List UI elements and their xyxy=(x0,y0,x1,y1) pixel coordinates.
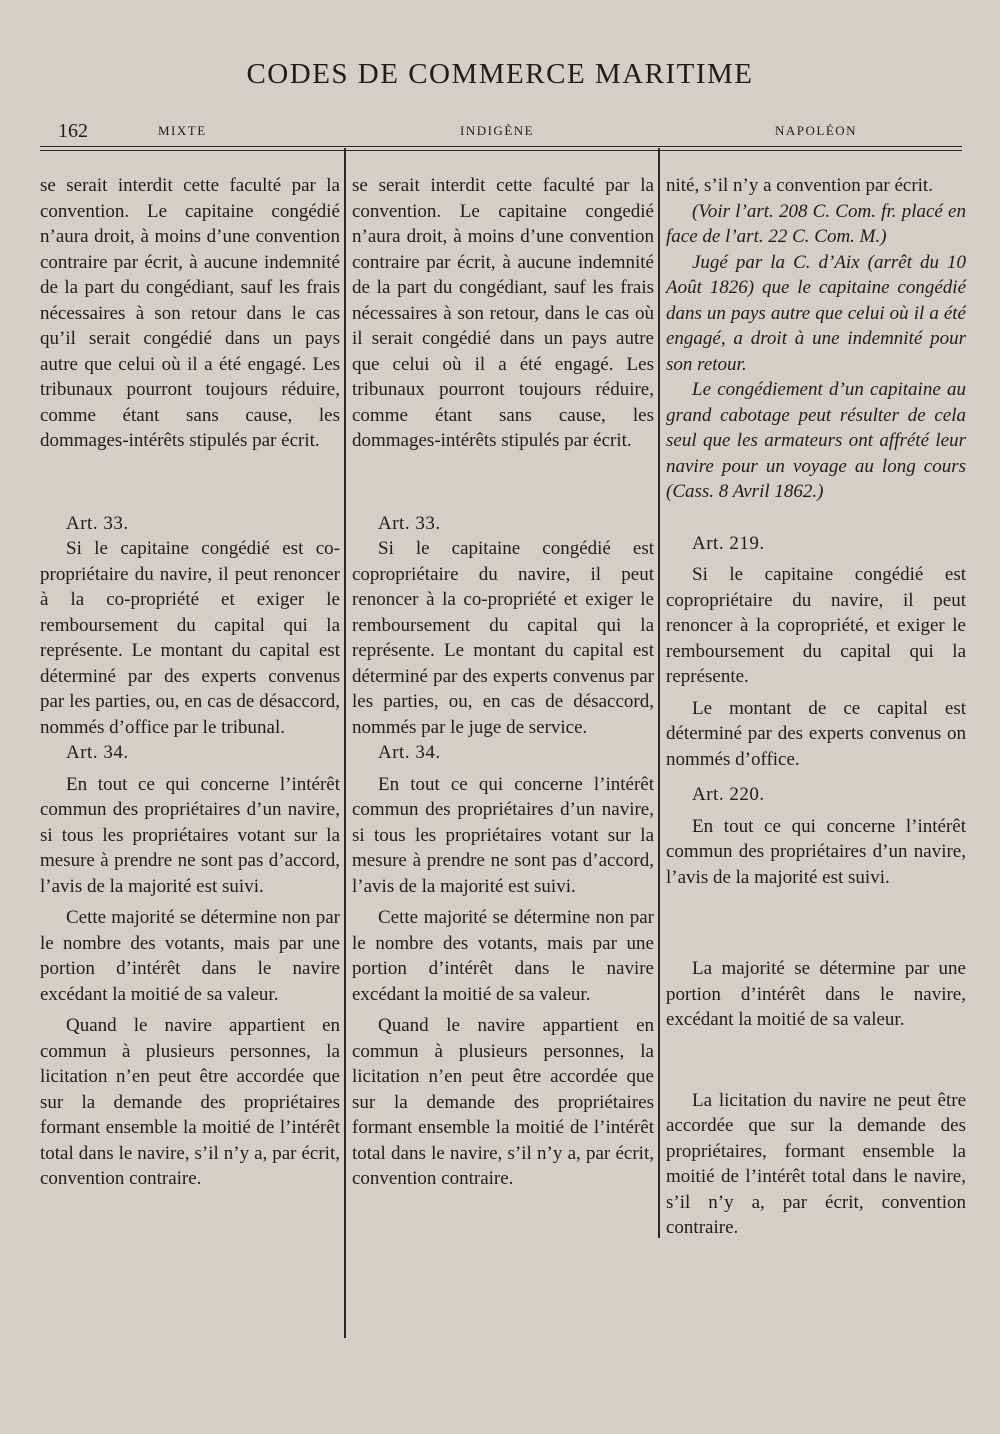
indigene-article-34-paragraph-1: En tout ce qui concerne l’intérêt commun des propriétaires d’un navire, si tous les propriétaires votant sur la mesure à prendre ne sont pas d’accord, l’avis de la majorité est suivi. xyxy=(352,773,654,897)
mixte-article-33-text: Si le capitaine congédié est co-propriétaire du navire, il peut renoncer à la co-propriété et exiger le remboursement du capital qui la représente. Le montant du capital est déterminé par des experts convenus par les parties, ou, en cas de désaccord, nommés d’office par le tribunal. xyxy=(40,538,340,738)
header-rule-top xyxy=(40,146,962,147)
column-divider-right xyxy=(658,148,660,1238)
napoleon-article-219-heading: Art. 219. xyxy=(692,532,765,554)
indigene-article-34-heading: Art. 34. xyxy=(378,742,441,763)
column-divider-left xyxy=(344,148,346,1338)
column-heading-mixte: MIXTE xyxy=(158,123,207,138)
mixte-article-34-paragraph-2: Cette majorité se détermine non par le nombre des votants, mais par une portion d’intérêt dans le navire excédant la moitié de sa valeur. xyxy=(40,907,340,1005)
indigene-article-34-paragraph-2: Cette majorité se détermine non par le nombre des votants, mais par une portion d’intérêt dans le navire excédant la moitié de sa valeur. xyxy=(352,907,654,1005)
indigene-article-33-text: Si le capitaine congédié est copropriétaire du navire, il peut renoncer à la co-propriété et exiger le remboursement du capital qui la représente. Le montant du capital est déterminé par des experts convenus par les parties, ou, en cas de désaccord, nommés par le juge de service. xyxy=(352,538,654,738)
indigene-article-34-paragraph-3: Quand le navire appartient en commun à plusieurs personnes, la licitation n’en peut être accordée que sur la demande des propriétaires formant ensemble la moitié de l’intérêt total dans le navire, s’il n’y a, par écrit, convention contraire. xyxy=(352,1015,654,1189)
column-napoleon xyxy=(666,173,966,1241)
column-indigene xyxy=(352,173,654,1192)
mixte-intro-paragraph: se serait interdit cette faculté par la convention. Le capitaine congédié n’aura droit, à moins d’une convention contraire par écrit, à aucune indemnité de la part du congédiant, sauf les frais nécessaires à son retour dans le cas qu’il serait congédié dans un pays autre que celui où il a été engagé. Les tribunaux pourront toujours réduire, comme étant sans cause, les dommages-intérêts stipulés par écrit. xyxy=(40,175,340,451)
napoleon-note-cassation-ruling: Le congédiement d’un capitaine au grand cabotage peut résulter de cela seul que les armateurs ont affrété leur navire pour un voyage au long cours (Cass. 8 Avril 1862.) xyxy=(666,379,966,502)
column-heading-indigene: INDIGÈNE xyxy=(460,123,535,138)
page-number: 162 xyxy=(58,120,88,142)
indigene-article-33-heading: Art. 33. xyxy=(378,512,441,534)
napoleon-intro-paragraph: nité, s’il n’y a convention par écrit. xyxy=(666,175,933,196)
napoleon-note-reference: (Voir l’art. 208 C. Com. fr. placé en face de l’art. 22 C. Com. M.) xyxy=(666,200,966,247)
mixte-article-33-heading: Art. 33. xyxy=(66,512,129,534)
napoleon-article-219-paragraph-2: Le montant de ce capital est déterminé par des experts convenus on nommés d’office. xyxy=(666,697,966,770)
mixte-article-34-heading: Art. 34. xyxy=(66,742,129,763)
column-heading-napoleon: NAPOLÉON xyxy=(775,123,858,138)
header-rule-bottom xyxy=(40,150,962,151)
napoleon-article-219-paragraph-1: Si le capitaine congédié est copropriétaire du navire, il peut renoncer à la copropriété, et exiger le remboursement du capital qui la représente. xyxy=(666,564,966,687)
column-mixte xyxy=(40,173,340,1192)
napoleon-article-220-heading: Art. 220. xyxy=(692,784,765,805)
napoleon-note-aix-ruling: Jugé par la C. d’Aix (arrêt du 10 Août 1826) que le capitaine congédié dans un pays autre que celui où il a été engagé, a droit à une indemnité pour son retour. xyxy=(666,251,966,375)
napoleon-article-220-paragraph-1: En tout ce qui concerne l’intérêt commun des propriétaires d’un navire, l’avis de la majorité est suivi. xyxy=(666,815,966,888)
mixte-article-34-paragraph-3: Quand le navire appartient en commun à plusieurs personnes, la licitation n’en peut être accordée que sur la demande des propriétaires formant ensemble la moitié de l’intérêt total dans le navire, s’il n’y a, par écrit, convention contraire. xyxy=(40,1015,340,1189)
mixte-article-34-paragraph-1: En tout ce qui concerne l’intérêt commun des propriétaires d’un navire, si tous les propriétaires votant sur la mesure à prendre ne sont pas d’accord, l’avis de la majorité est suivi. xyxy=(40,773,340,897)
page-header xyxy=(40,120,965,144)
napoleon-article-220-paragraph-2: La majorité se détermine par une portion d’intérêt dans le navire, excédant la moitié de sa valeur. xyxy=(666,958,966,1030)
running-title: CODES DE COMMERCE MARITIME xyxy=(246,58,754,90)
indigene-intro-paragraph: se serait interdit cette faculté par la convention. Le capitaine congedié n’aura droit, à moins d’une convention contraire par écrit, à aucune indemnité de la part du congédiant, sauf les frais nécessaires à son retour, dans le cas où il serait congédié dans un pays autre que celui où il a été engagé. Les tribunaux pourront toujours réduire, comme étant sans cause, les dommages-intérêts stipulés par écrit. xyxy=(352,175,654,451)
napoleon-article-220-paragraph-3: La licitation du navire ne peut être accordée que sur la demande des propriétaires, formant ensemble la moitié de l’intérêt total dans le navire, s’il n’y a, par écrit, convention contraire. xyxy=(666,1089,966,1238)
